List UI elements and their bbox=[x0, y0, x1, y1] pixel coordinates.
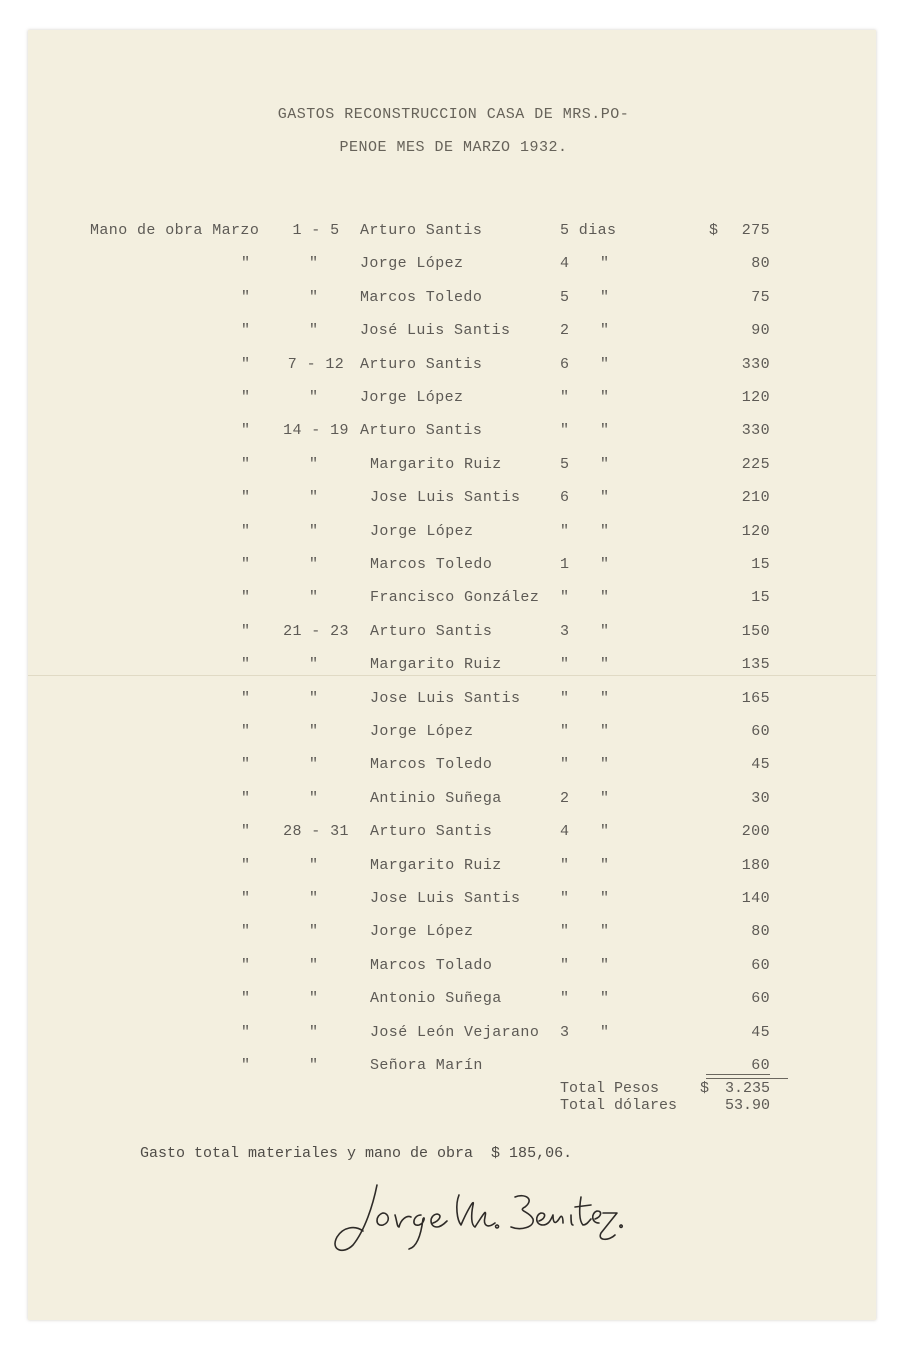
ditto-mark: " bbox=[241, 823, 251, 840]
row-amount: 60 bbox=[751, 1057, 770, 1074]
ditto-mark: " bbox=[600, 756, 610, 773]
ditto-mark: " bbox=[309, 523, 319, 540]
worker-name: Arturo Santis bbox=[360, 222, 483, 239]
worker-name: Antinio Suñega bbox=[370, 790, 502, 807]
ditto-mark: " bbox=[600, 422, 610, 439]
ditto-mark: " bbox=[241, 422, 251, 439]
ditto-mark: " bbox=[241, 556, 251, 573]
ditto-mark: " bbox=[241, 289, 251, 306]
ditto-mark: " bbox=[241, 656, 251, 673]
ditto-mark: " bbox=[241, 589, 251, 606]
row-dates: 1 - 5 bbox=[292, 222, 340, 239]
row-amount: 90 bbox=[751, 322, 770, 339]
row-days: " bbox=[560, 656, 570, 673]
row-dates: 14 - 19 bbox=[283, 422, 349, 439]
total-underline-double bbox=[706, 1078, 788, 1079]
ditto-mark: " bbox=[600, 589, 610, 606]
ditto-mark: " bbox=[241, 690, 251, 707]
ditto-mark: " bbox=[309, 656, 319, 673]
row-amount: 140 bbox=[741, 890, 770, 907]
ditto-mark: " bbox=[309, 489, 319, 506]
row-amount: 80 bbox=[751, 255, 770, 272]
worker-name: Jorge López bbox=[360, 255, 464, 272]
ditto-mark: " bbox=[309, 756, 319, 773]
row-days: 5 dias bbox=[560, 222, 617, 239]
ditto-mark: " bbox=[241, 456, 251, 473]
row-days: 5 bbox=[560, 456, 570, 473]
row-amount: 45 bbox=[751, 1024, 770, 1041]
total-dollars-value: 53.90 bbox=[724, 1097, 770, 1114]
row-amount: 210 bbox=[741, 489, 770, 506]
ditto-mark: " bbox=[309, 723, 319, 740]
worker-name: Arturo Santis bbox=[370, 623, 493, 640]
row-amount: 30 bbox=[751, 790, 770, 807]
ditto-mark: " bbox=[309, 957, 319, 974]
document-title-line-1: GASTOS RECONSTRUCCION CASA DE MRS.PO- bbox=[277, 106, 630, 123]
row-dates: 7 - 12 bbox=[287, 356, 345, 373]
ditto-mark: " bbox=[241, 623, 251, 640]
ditto-mark: " bbox=[241, 1057, 251, 1074]
worker-name: Margarito Ruiz bbox=[370, 656, 502, 673]
row-amount: 60 bbox=[751, 990, 770, 1007]
worker-name: Jorge López bbox=[370, 923, 474, 940]
ditto-mark: " bbox=[241, 523, 251, 540]
row-days: 6 bbox=[560, 356, 570, 373]
row-days: " bbox=[560, 589, 570, 606]
row-amount: 150 bbox=[741, 623, 770, 640]
currency-sign: $ bbox=[700, 1080, 710, 1097]
ditto-mark: " bbox=[309, 690, 319, 707]
ditto-mark: " bbox=[600, 623, 610, 640]
row-days: 1 bbox=[560, 556, 570, 573]
row-days: 5 bbox=[560, 289, 570, 306]
row-dates: 28 - 31 bbox=[283, 823, 349, 840]
row-days: " bbox=[560, 923, 570, 940]
row-amount: 165 bbox=[741, 690, 770, 707]
worker-name: Arturo Santis bbox=[360, 422, 483, 439]
ditto-mark: " bbox=[600, 456, 610, 473]
worker-name: Jorge López bbox=[360, 389, 464, 406]
ditto-mark: " bbox=[309, 322, 319, 339]
ditto-mark: " bbox=[600, 957, 610, 974]
ditto-mark: " bbox=[241, 957, 251, 974]
worker-name: Marcos Toledo bbox=[360, 289, 483, 306]
row-days: 3 bbox=[560, 623, 570, 640]
ditto-mark: " bbox=[241, 923, 251, 940]
ditto-mark: " bbox=[241, 790, 251, 807]
row-days: " bbox=[560, 756, 570, 773]
worker-name: Jose Luis Santis bbox=[370, 489, 521, 506]
document-title-line-2: PENOE MES DE MARZO 1932. bbox=[339, 139, 568, 156]
row-days: " bbox=[560, 422, 570, 439]
ditto-mark: " bbox=[600, 857, 610, 874]
worker-name: Margarito Ruiz bbox=[370, 456, 502, 473]
ditto-mark: " bbox=[309, 589, 319, 606]
row-amount: 45 bbox=[751, 756, 770, 773]
row-amount: 180 bbox=[741, 857, 770, 874]
ditto-mark: " bbox=[600, 556, 610, 573]
handwritten-signature bbox=[325, 1175, 625, 1255]
ditto-mark: " bbox=[241, 255, 251, 272]
ditto-mark: " bbox=[241, 890, 251, 907]
worker-name: José León Vejarano bbox=[370, 1024, 540, 1041]
ditto-mark: " bbox=[600, 690, 610, 707]
ditto-mark: " bbox=[241, 322, 251, 339]
ditto-mark: " bbox=[309, 556, 319, 573]
ditto-mark: " bbox=[600, 923, 610, 940]
ditto-mark: " bbox=[600, 523, 610, 540]
ditto-mark: " bbox=[241, 1024, 251, 1041]
row-days: " bbox=[560, 723, 570, 740]
ditto-mark: " bbox=[241, 389, 251, 406]
row-days: " bbox=[560, 990, 570, 1007]
ditto-mark: " bbox=[309, 456, 319, 473]
ditto-mark: " bbox=[600, 1024, 610, 1041]
ditto-mark: " bbox=[309, 990, 319, 1007]
row-amount: 75 bbox=[751, 289, 770, 306]
row-days: " bbox=[560, 523, 570, 540]
summary-line: Gasto total materiales y mano de obra $ 185,06. bbox=[140, 1145, 573, 1162]
row-amount: 15 bbox=[751, 589, 770, 606]
ditto-mark: " bbox=[309, 890, 319, 907]
ditto-mark: " bbox=[241, 990, 251, 1007]
row-amount: 120 bbox=[741, 523, 770, 540]
ditto-mark: " bbox=[241, 857, 251, 874]
ditto-mark: " bbox=[309, 857, 319, 874]
ditto-mark: " bbox=[600, 823, 610, 840]
ditto-mark: " bbox=[309, 790, 319, 807]
total-underline bbox=[706, 1074, 770, 1075]
row-days: 3 bbox=[560, 1024, 570, 1041]
worker-name: Francisco González bbox=[370, 589, 540, 606]
ditto-mark: " bbox=[600, 890, 610, 907]
worker-name: Jorge López bbox=[370, 523, 474, 540]
worker-name: Arturo Santis bbox=[370, 823, 493, 840]
ditto-mark: " bbox=[600, 322, 610, 339]
ditto-mark: " bbox=[309, 1024, 319, 1041]
row-days: 4 bbox=[560, 823, 570, 840]
row-days: " bbox=[560, 957, 570, 974]
row-days: " bbox=[560, 690, 570, 707]
row-amount: 80 bbox=[751, 923, 770, 940]
total-pesos-value: 3.235 bbox=[724, 1080, 770, 1097]
ditto-mark: " bbox=[309, 255, 319, 272]
ditto-mark: " bbox=[309, 389, 319, 406]
row-days: 6 bbox=[560, 489, 570, 506]
ditto-mark: " bbox=[600, 489, 610, 506]
row-amount: 60 bbox=[751, 957, 770, 974]
row-days: 2 bbox=[560, 790, 570, 807]
ditto-mark: " bbox=[241, 756, 251, 773]
ditto-mark: " bbox=[241, 723, 251, 740]
fold-crease bbox=[28, 675, 876, 676]
signature-text: Jorge M. Benítez bbox=[325, 1175, 335, 1176]
ditto-mark: " bbox=[309, 1057, 319, 1074]
ditto-mark: " bbox=[600, 990, 610, 1007]
ditto-mark: " bbox=[600, 656, 610, 673]
ditto-mark: " bbox=[309, 923, 319, 940]
row-days: " bbox=[560, 857, 570, 874]
row-amount: 275 bbox=[741, 222, 770, 239]
total-pesos-label: Total Pesos bbox=[560, 1080, 660, 1097]
row-amount: 60 bbox=[751, 723, 770, 740]
worker-name: José Luis Santis bbox=[360, 322, 511, 339]
row-amount: 200 bbox=[741, 823, 770, 840]
ditto-mark: " bbox=[600, 255, 610, 272]
currency-sign: $ bbox=[709, 222, 719, 239]
row-amount: 330 bbox=[741, 356, 770, 373]
ditto-mark: " bbox=[600, 356, 610, 373]
ditto-mark: " bbox=[600, 723, 610, 740]
worker-name: Antonio Suñega bbox=[370, 990, 502, 1007]
row-amount: 330 bbox=[741, 422, 770, 439]
row-amount: 135 bbox=[741, 656, 770, 673]
worker-name: Arturo Santis bbox=[360, 356, 483, 373]
row-days: 2 bbox=[560, 322, 570, 339]
ditto-mark: " bbox=[309, 289, 319, 306]
worker-name: Señora Marín bbox=[370, 1057, 483, 1074]
worker-name: Marcos Toledo bbox=[370, 556, 493, 573]
worker-name: Margarito Ruiz bbox=[370, 857, 502, 874]
row-amount: 15 bbox=[751, 556, 770, 573]
row-days: " bbox=[560, 890, 570, 907]
ditto-mark: " bbox=[600, 790, 610, 807]
row-dates: 21 - 23 bbox=[283, 623, 349, 640]
worker-name: Jose Luis Santis bbox=[370, 690, 521, 707]
row-days: " bbox=[560, 389, 570, 406]
ditto-mark: " bbox=[600, 389, 610, 406]
worker-name: Jose Luis Santis bbox=[370, 890, 521, 907]
row-label: Mano de obra Marzo bbox=[90, 222, 260, 239]
ditto-mark: " bbox=[600, 289, 610, 306]
worker-name: Jorge López bbox=[370, 723, 474, 740]
row-amount: 225 bbox=[741, 456, 770, 473]
worker-name: Marcos Toledo bbox=[370, 756, 493, 773]
ditto-mark: " bbox=[241, 356, 251, 373]
total-dollars-label: Total dólares bbox=[560, 1097, 678, 1114]
ditto-mark: " bbox=[241, 489, 251, 506]
worker-name: Marcos Tolado bbox=[370, 957, 493, 974]
row-amount: 120 bbox=[741, 389, 770, 406]
row-days: 4 bbox=[560, 255, 570, 272]
